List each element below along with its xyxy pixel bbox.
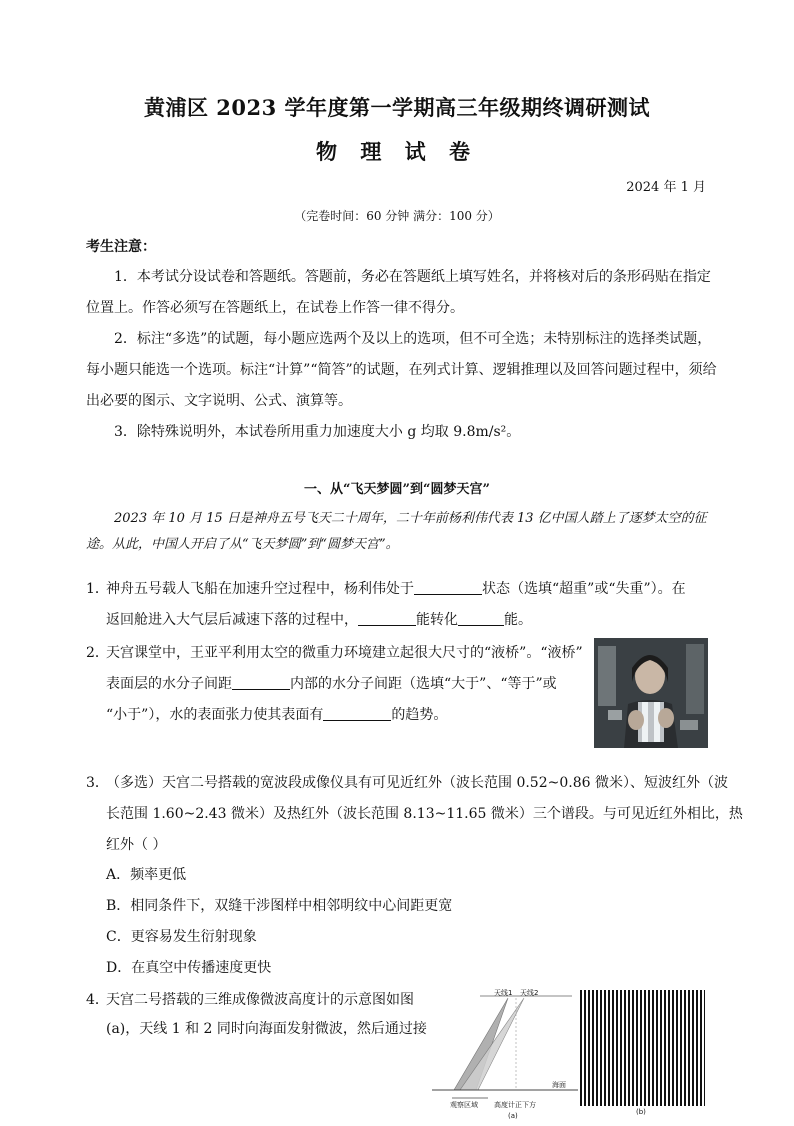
q1-text-a: 神舟五号载人飞船在加速升空过程中，杨利伟处于 xyxy=(106,581,414,597)
q2-text-3a: “小于”），水的表面张力使其表面有 xyxy=(106,707,324,723)
question-number: 4． xyxy=(86,992,109,1008)
page-title: 黄浦区 2023 学年度第一学期高三年级期终调研测试 xyxy=(143,95,651,120)
question-2-line-2 xyxy=(86,669,557,700)
question-2-line-1 xyxy=(86,638,583,669)
q1-text-d: 能转化 xyxy=(416,612,458,628)
q1-text-c: 返回舱进入大气层后减速下落的过程中， xyxy=(106,612,358,628)
answer-blank[interactable] xyxy=(323,704,391,721)
question-4-line-1 xyxy=(86,985,414,1016)
time-info: （完卷时间：60 分钟 满分：100 分） xyxy=(294,209,500,223)
figure-b xyxy=(580,990,705,1116)
answer-blank[interactable] xyxy=(414,578,482,595)
q1-text-e: 能。 xyxy=(504,612,532,628)
option-b[interactable]: B．相同条件下，双缝干涉图样中相邻明纹中心间距更宽 xyxy=(106,898,453,914)
q4-text-2: (a)，天线 1 和 2 同时向海面发射微波，然后通过接 xyxy=(106,1021,427,1037)
antenna-1-label: 天线1 xyxy=(494,989,513,997)
q1-text-b: 状态（选填“超重”或“失重”）。在 xyxy=(482,581,686,597)
liquid-bridge-photo xyxy=(594,638,708,748)
option-c[interactable]: C．更容易发生衍射现象 xyxy=(106,929,257,945)
question-number: 3． xyxy=(86,775,109,791)
q2-text-2a: 表面层的水分子间距 xyxy=(106,676,232,692)
option-d[interactable]: D．在真空中传播速度更快 xyxy=(106,960,272,976)
q2-text-1: 天宫课堂中，王亚平利用太空的微重力环境建立起很大尺寸的“液桥”。“液桥” xyxy=(106,645,583,661)
question-3-line-2 xyxy=(86,799,743,830)
page-subtitle: 物 理 试 卷 xyxy=(316,139,478,164)
question-2-line-3 xyxy=(86,700,447,731)
answer-blank[interactable] xyxy=(358,609,416,626)
photo-illustration xyxy=(594,638,708,748)
answer-blank[interactable] xyxy=(458,609,504,626)
q4-text-1: 天宫二号搭载的三维成像微波高度计的示意图如图 xyxy=(106,992,414,1008)
q3-text-3: 红外（ ） xyxy=(106,837,167,853)
question-1-line-1 xyxy=(86,574,686,605)
question-4-line-2 xyxy=(86,1014,427,1045)
question-number: 2． xyxy=(86,645,109,661)
notice-heading: 考生注意： xyxy=(86,239,156,255)
q2-text-3b: 的趋势。 xyxy=(391,707,448,723)
option-a[interactable]: A．频率更低 xyxy=(106,867,187,883)
question-3-line-1 xyxy=(86,768,728,799)
question-3-line-3 xyxy=(86,830,166,861)
section-heading: 一、从“飞天梦圆”到“圆梦天宫” xyxy=(304,482,490,497)
question-number: 1． xyxy=(86,581,109,597)
q2-text-2b: 内部的水分子间距（选填“大于”、“等于”或 xyxy=(290,676,557,692)
exam-date: 2024 年 1 月 xyxy=(626,180,706,195)
notice-item-1: 1．本考试分设试卷和答题纸。答题前，务必在答题纸上填写姓名，并将核对后的条形码贴在指定位置上。作答必须写在答题纸上，在试卷上作答一律不得分。 xyxy=(86,269,711,316)
nadir-label: 高度计正下方 xyxy=(494,1101,536,1109)
notice-item-2: 2．标注“多选”的试题，每小题应选两个及以上的选项，但不可全选；未特别标注的选择类试题，每小题只能选一个选项。标注“计算”“简答”的试题，在列式计算、逻辑推理以及回答问题过程中，须给出必要的图示、文字说明、公式、演算等。 xyxy=(86,331,717,409)
figure-a xyxy=(432,986,582,1122)
sea-label: 海面 xyxy=(552,1081,566,1089)
interference-pattern xyxy=(580,990,705,1106)
figure-a-label: (a) xyxy=(508,1112,518,1120)
q3-text-1: （多选）天宫二号搭载的宽波段成像仪具有可见近红外（波长范围 0.52~0.86 微米）、短波红外（波 xyxy=(106,775,728,791)
antenna-2-label: 天线2 xyxy=(520,989,539,997)
question-1-line-2 xyxy=(86,605,532,636)
q3-text-2: 长范围 1.60~2.43 微米）及热红外（波长范围 8.13~11.65 微米）三个谱段。与可见近红外相比，热 xyxy=(106,806,743,822)
notice-item-3: 3．除特殊说明外，本试卷所用重力加速度大小 g 均取 9.8m/s²。 xyxy=(114,424,521,440)
section-intro: 2023 年 10 月 15 日是神舟五号飞天二十周年，二十年前杨利伟代表 13 亿中国人踏上了逐梦太空的征途。从此，中国人开启了从“飞天梦圆”到“圆梦天宫”。 xyxy=(86,511,707,552)
answer-blank[interactable] xyxy=(232,673,290,690)
figure-b-label: (b) xyxy=(636,1108,646,1116)
observation-area-label: 观察区域 xyxy=(450,1101,478,1109)
